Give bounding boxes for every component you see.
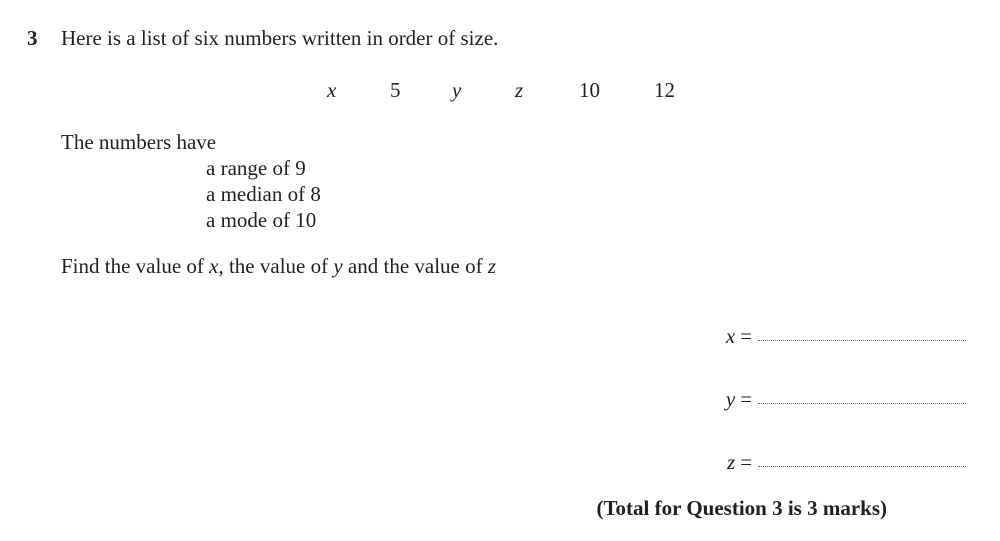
sequence-item-12: 12 [654, 78, 675, 102]
answer-row-z [727, 452, 966, 473]
question-intro: Here is a list of six numbers written in order of size. [61, 26, 499, 50]
answer-line-z[interactable] [758, 466, 966, 467]
instruction: Find the value of x, the value of y and the value of z [61, 254, 497, 278]
answer-line-y[interactable] [758, 403, 966, 404]
answer-label-y: y [725, 387, 736, 411]
answer-label-x: x [725, 324, 736, 348]
sequence-item-y: y [452, 78, 462, 102]
sequence-item-z: z [515, 78, 524, 102]
answer-equals: = [740, 324, 752, 348]
sequence-item-x: x [327, 78, 337, 102]
conditions-lead: The numbers have [61, 130, 217, 154]
condition-mode: a mode of 10 [206, 208, 317, 232]
answer-equals: = [740, 387, 752, 411]
total-marks: (Total for Question 3 is 3 marks) [596, 496, 887, 520]
answer-equals: = [740, 450, 752, 474]
answer-line-x[interactable] [758, 340, 966, 341]
answer-row-x [726, 326, 966, 347]
condition-median: a median of 8 [206, 182, 321, 206]
sequence-item-5: 5 [390, 78, 401, 102]
answer-label-z: z [726, 450, 736, 474]
sequence-item-10: 10 [579, 78, 600, 102]
condition-range: a range of 9 [206, 156, 306, 180]
answer-row-y [726, 389, 966, 410]
question-number: 3 [27, 26, 38, 50]
